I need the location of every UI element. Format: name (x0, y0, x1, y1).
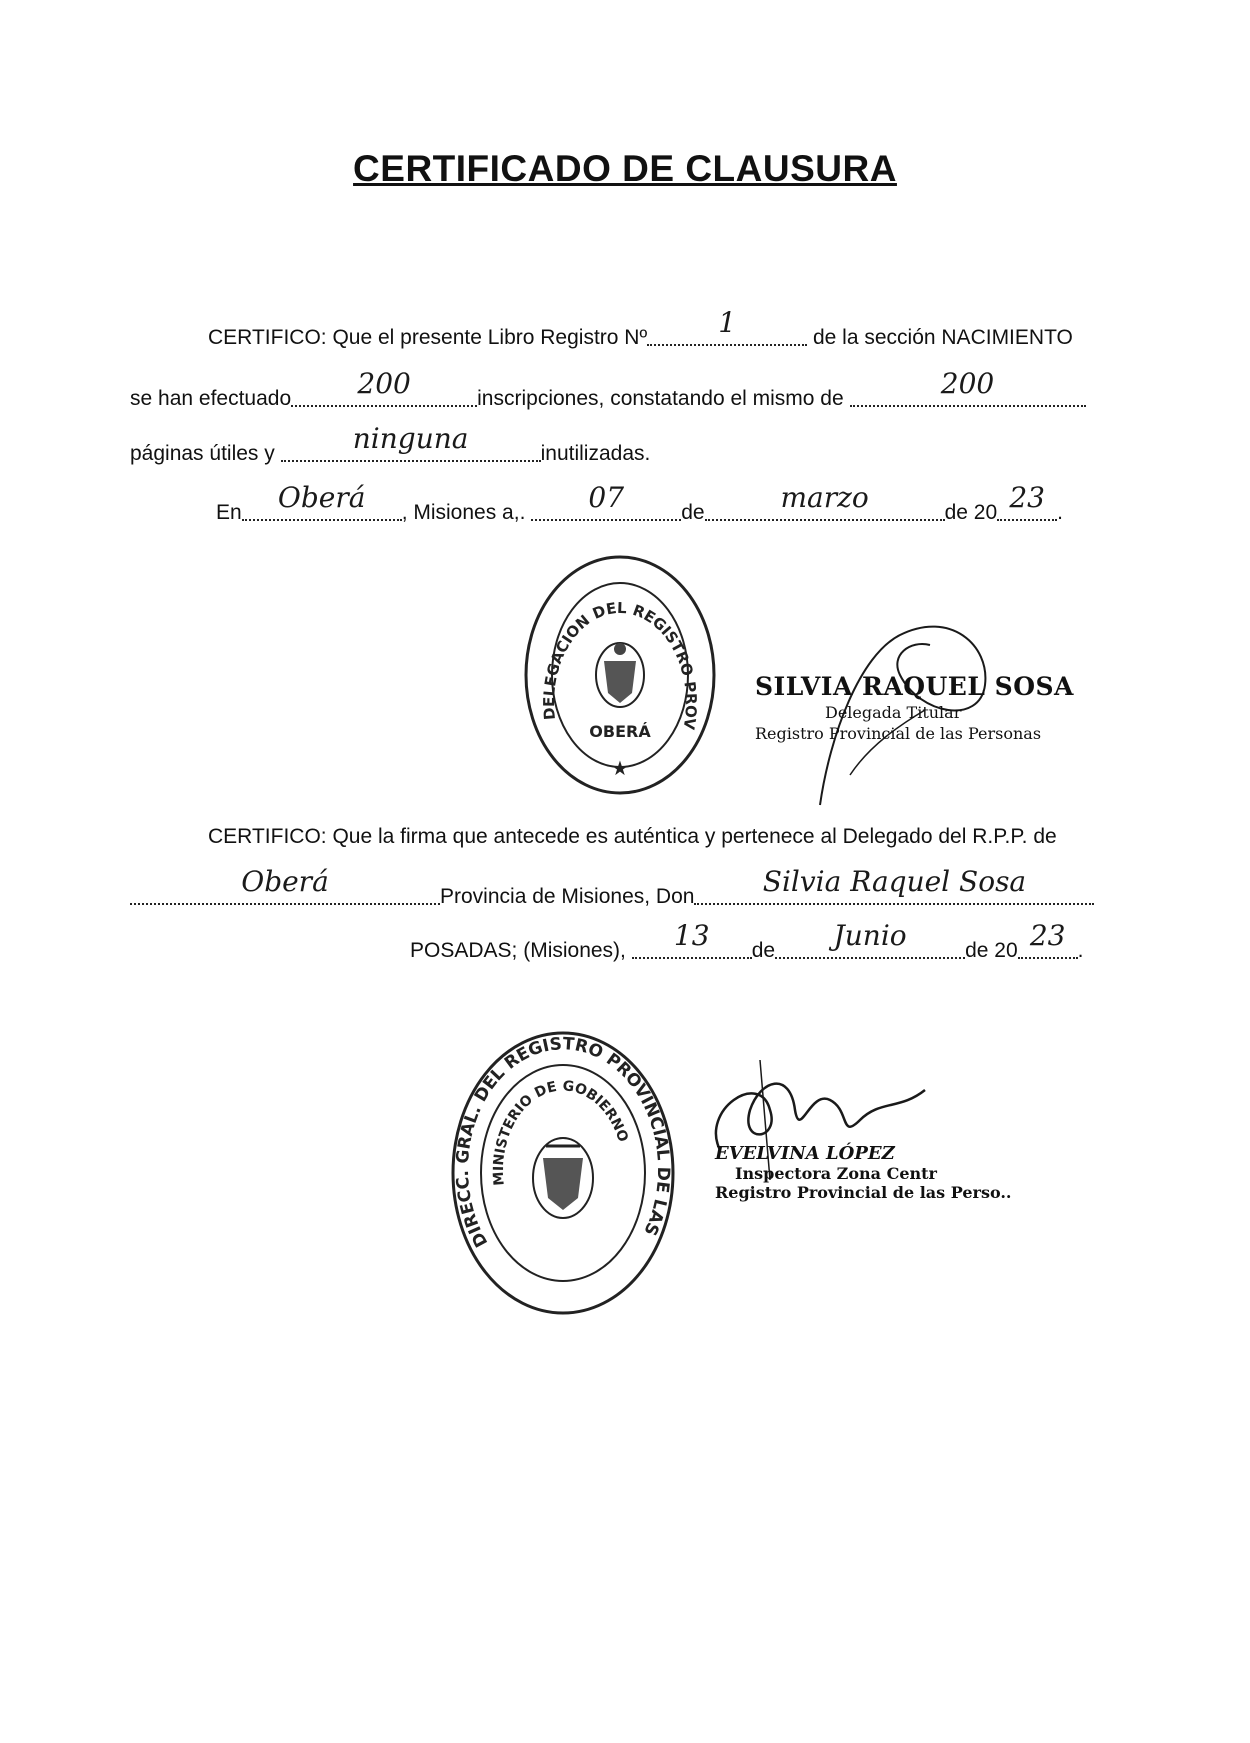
signer2-org: Registro Provincial de las Perso.. (715, 1183, 1012, 1202)
cert1-line1-tail: de la sección NACIMIENTO (812, 326, 1073, 349)
place-field (242, 481, 402, 521)
en-label: En (216, 501, 242, 524)
cert2-year-value: 23 (1029, 919, 1066, 952)
cert2-line2-mid: Provincia de Misiones, Don (440, 885, 695, 908)
cert2-line1 (208, 824, 1057, 850)
place-value: Oberá (277, 481, 366, 514)
inscriptions-field (291, 367, 477, 407)
cert2-lead: CERTIFICO: (208, 825, 327, 848)
pages-value: 200 (940, 367, 995, 400)
cert1-line1-text: Que el presente Libro Registro Nº (332, 326, 648, 349)
unused-field (281, 422, 541, 462)
signer2-role: Inspectora Zona Centr (735, 1164, 937, 1183)
cert2-signer-field (694, 865, 1094, 905)
unused-value: ninguna (352, 422, 469, 455)
cert1-line2-head: se han efectuado (130, 387, 292, 410)
cert1-line2 (130, 367, 1086, 412)
cert2-day-value: 13 (673, 919, 710, 952)
delegation-seal (520, 553, 720, 797)
cert1-line3 (130, 422, 651, 467)
cert2-year-field (1018, 919, 1078, 959)
signer1-org: Registro Provincial de las Personas (755, 724, 1042, 743)
cert2-month-value: Junio (833, 919, 907, 952)
year-label: de 20 (944, 501, 998, 524)
ministry-seal (448, 1028, 678, 1318)
cert2-signer-value: Silvia Raquel Sosa (762, 865, 1027, 898)
signer2-name: EVELVINA LÓPEZ (715, 1143, 895, 1164)
seal1-ring-text: DELEGACION DEL REGISTRO PROV (539, 598, 701, 731)
day-value: 07 (588, 481, 625, 514)
cert1-line3-head: páginas útiles y (130, 442, 275, 465)
cert1-line1 (208, 306, 1073, 351)
de-label: de (681, 501, 705, 524)
cert2-place-field (130, 865, 440, 905)
inscriptions-value: 200 (357, 367, 411, 400)
year-value: 23 (1009, 481, 1045, 514)
book-number-field (647, 306, 807, 346)
signer1-role: Delegada Titular (825, 703, 962, 722)
cert2-line3-head: POSADAS; (Misiones), (410, 939, 626, 962)
document-title: CERTIFICADO DE CLAUSURA (353, 148, 897, 189)
month-field (705, 481, 945, 521)
pages-field (850, 367, 1086, 407)
seal2-inner-text: MINISTERIO DE GOBIERNO (490, 1078, 631, 1187)
cert2-end-dot: . (1077, 939, 1084, 962)
cert2-place-value: Oberá (241, 865, 329, 898)
cert2-line2 (130, 865, 1094, 910)
cert2-year-label: de 20 (965, 939, 1018, 962)
signer1-block (755, 672, 1074, 743)
seal2-outer-text: DIRECC. GRAL. DEL REGISTRO PROVINCIAL DE LAS (452, 1034, 674, 1251)
coat-of-arms-icon (596, 643, 644, 707)
seal1-star-icon: ★ (611, 756, 629, 780)
cert1-line4 (216, 481, 1064, 526)
book-number-value: 1 (718, 306, 737, 339)
month-value: marzo (780, 481, 869, 514)
cert2-de-label: de (751, 939, 776, 962)
cert1-line3-tail: inutilizadas. (540, 442, 651, 465)
end-dot: . (1057, 501, 1064, 524)
year-field (997, 481, 1057, 521)
day-field (531, 481, 681, 521)
cert2-line3 (410, 919, 1084, 964)
signer1-name: SILVIA RAQUEL SOSA (755, 672, 1074, 701)
cert2-day-field (632, 919, 752, 959)
cert1-line2-mid: inscripciones, constatando el mismo de (477, 387, 844, 410)
signer2-block (715, 1143, 1012, 1202)
cert1-lead: CERTIFICO: (208, 326, 327, 349)
provincial-shield-icon (533, 1138, 593, 1218)
cert2-month-field (775, 919, 965, 959)
cert2-line1-text: Que la firma que antecede es auténtica y pertenece al Delegado del R.P.P. de (332, 825, 1057, 848)
seal1-city: OBERÁ (589, 722, 651, 741)
misiones-label: , Misiones a,. (401, 501, 526, 524)
